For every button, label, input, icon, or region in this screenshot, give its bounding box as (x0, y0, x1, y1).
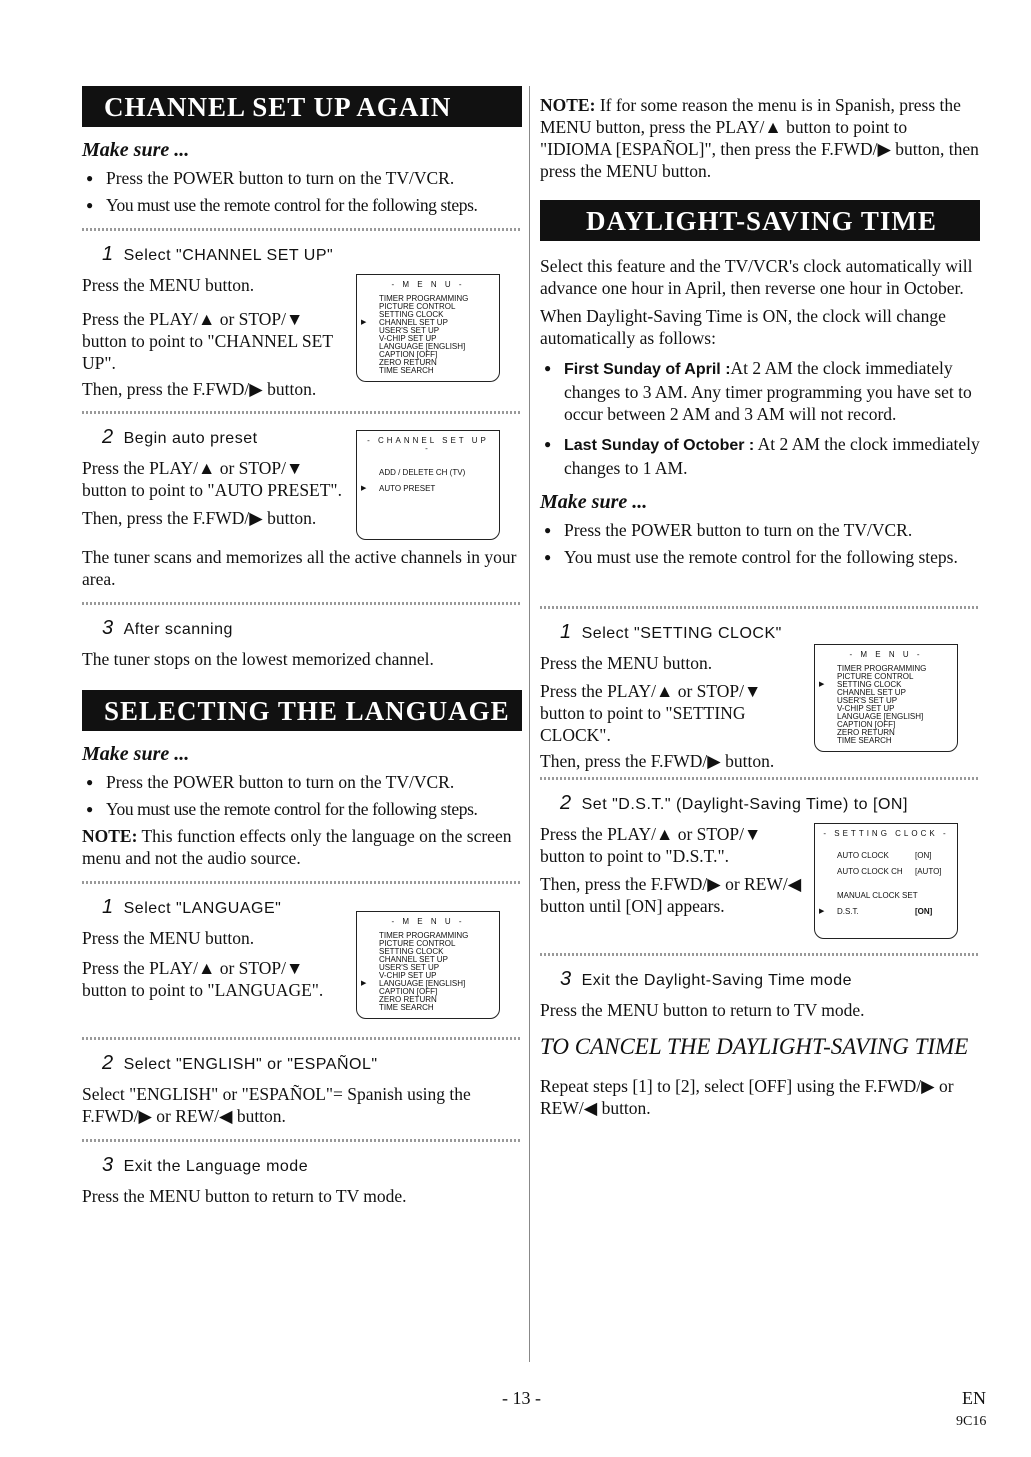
step-heading: 3 After scanning (102, 617, 233, 639)
language-code: EN (962, 1388, 986, 1408)
bullet-item: ● Press the POWER button to turn on the TV/VCR. (540, 519, 980, 541)
step-text: Then, press the F.FWD/▶ button. (540, 751, 775, 771)
step-heading: 3 Exit the Daylight-Saving Time mode (560, 968, 853, 990)
intro-text: Select this feature and the TV/VCR's clock automatically will advance one hour in April, then reverse one hour in October. (540, 256, 973, 298)
left-column (82, 86, 522, 1207)
dst-step-2 (540, 823, 980, 953)
bullet-item: ● Press the POWER button to turn on the TV/VCR. (82, 771, 522, 793)
language-step-1 (82, 917, 522, 1037)
column-divider (529, 86, 530, 1362)
channel-step-2 (82, 426, 522, 546)
cancel-heading: TO CANCEL THE DAYLIGHT-SAVING TIME (540, 1034, 969, 1059)
note-text: NOTE: This function effects only the language on the screen menu and not the audio source. (82, 826, 512, 868)
step-text: Press the MENU button to return to TV mode. (82, 1186, 407, 1206)
step-text: Select "ENGLISH" or "ESPAÑOL"= Spanish using the F.FWD/▶ or REW/◀ button. (82, 1084, 471, 1126)
step-text: Press the MENU button. (82, 928, 255, 948)
step-text: Press the PLAY/▲ or STOP/▼ button to point to "AUTO PRESET". (82, 458, 342, 500)
dotted-divider (540, 777, 980, 780)
make-sure-heading: Make sure ... (540, 491, 648, 513)
bullet-item: ● You must use the remote control for the following steps. (540, 546, 980, 568)
step-text: Then, press the F.FWD/▶ or REW/◀ button until [ON] appears. (540, 874, 802, 916)
step-text: Then, press the F.FWD/▶ button. (82, 508, 317, 528)
dotted-divider (82, 228, 522, 231)
step-heading: 2 Set "D.S.T." (Daylight-Saving Time) to [ON] (560, 792, 908, 814)
setting-clock-screen: - SETTING CLOCK - AUTO CLOCK [ON] AUTO CLOCK CH [AUTO] MANUAL CLOCK SET ▶ D.S.T. [ON] (814, 823, 958, 939)
step-heading: 1 Select "LANGUAGE" (102, 896, 282, 918)
right-column (540, 94, 980, 1119)
step-heading: 2 Begin auto preset (102, 426, 258, 448)
dst-step-1 (540, 652, 980, 777)
step-heading: 1 Select "CHANNEL SET UP" (102, 243, 334, 265)
step-heading: 2 Select "ENGLISH" or "ESPAÑOL" (102, 1052, 378, 1074)
selecting-language-title: SELECTING THE LANGUAGE (82, 690, 522, 731)
dst-rule: ● Last Sunday of October : At 2 AM the clock immediately changes to 1 AM. (540, 433, 980, 479)
step-text: Press the MENU button. (82, 275, 255, 295)
menu-screen: - M E N U - TIMER PROGRAMMING PICTURE CONTROL ▶ SETTING CLOCK CHANNEL SET UP USER'S SET UP V-CHIP SET UP LANGUAGE [ENGLISH] CAPTION [OFF] ZERO RETURN TIME SEARCH (814, 644, 958, 752)
dotted-divider (82, 881, 522, 884)
step-text: Then, press the F.FWD/▶ button. (82, 379, 317, 399)
dotted-divider (82, 1139, 522, 1142)
make-sure-heading: Make sure ... (82, 743, 190, 765)
bullet-item: ● Press the POWER button to turn on the TV/VCR. (82, 167, 522, 189)
dotted-divider (540, 606, 980, 609)
document-code: 9C16 (956, 1414, 987, 1429)
step-text: Press the MENU button to return to TV mode. (540, 1000, 865, 1020)
bullet-item: ● You must use the remote control for the following steps. (82, 798, 522, 820)
dotted-divider (540, 953, 980, 956)
daylight-saving-title: DAYLIGHT-SAVING TIME (540, 200, 980, 241)
step-text: Press the PLAY/▲ or STOP/▼ button to point to "CHANNEL SET UP". (82, 309, 333, 373)
dotted-divider (82, 602, 522, 605)
dotted-divider (82, 411, 522, 414)
note-text: NOTE: If for some reason the menu is in Spanish, press the MENU button, press the PLAY/▲ button to point to "IDIOMA [ESPAÑOL]", then press the F.FWD/▶ button, then press the MENU button. (540, 95, 979, 181)
step-heading: 1 Select "SETTING CLOCK" (560, 621, 782, 643)
step-text: The tuner scans and memorizes all the active channels in your area. (82, 547, 517, 589)
page-number: - 13 - (502, 1388, 541, 1408)
step-text: Press the PLAY/▲ or STOP/▼ button to point to "SETTING CLOCK". (540, 681, 762, 745)
dotted-divider (82, 1037, 522, 1040)
step-text: Press the MENU button. (540, 653, 713, 673)
dst-rule: ● First Sunday of April :At 2 AM the clock immediately changes to 3 AM. Any timer programming you have set to occur between 2 AM and 3 AM will not record. (540, 357, 980, 425)
step-heading: 3 Exit the Language mode (102, 1154, 309, 1176)
step-text: Press the PLAY/▲ or STOP/▼ button to point to "D.S.T.". (540, 824, 762, 866)
make-sure-heading: Make sure ... (82, 139, 190, 161)
step-text: The tuner stops on the lowest memorized channel. (82, 649, 434, 669)
intro-text: When Daylight-Saving Time is ON, the clock will change automatically as follows: (540, 306, 946, 348)
cancel-text: Repeat steps [1] to [2], select [OFF] using the F.FWD/▶ or REW/◀ button. (540, 1076, 954, 1118)
menu-screen: - M E N U - TIMER PROGRAMMING PICTURE CONTROL SETTING CLOCK ▶ CHANNEL SET UP USER'S SET UP V-CHIP SET UP LANGUAGE [ENGLISH] CAPTION [OFF] ZERO RETURN TIME SEARCH (356, 274, 500, 382)
channel-set-up-screen: - CHANNEL SET UP - ADD / DELETE CH (TV) ▶ AUTO PRESET (356, 430, 500, 540)
step-text: Press the PLAY/▲ or STOP/▼ button to point to "LANGUAGE". (82, 958, 324, 1000)
bullet-item: ● You must use the remote control for the following steps. (82, 194, 522, 216)
menu-screen: - M E N U - TIMER PROGRAMMING PICTURE CONTROL SETTING CLOCK CHANNEL SET UP USER'S SET UP V-CHIP SET UP ▶ LANGUAGE [ENGLISH] CAPTION [OFF] ZERO RETURN TIME SEARCH (356, 911, 500, 1019)
channel-step-1 (82, 274, 522, 399)
channel-set-up-title: CHANNEL SET UP AGAIN (82, 86, 522, 127)
